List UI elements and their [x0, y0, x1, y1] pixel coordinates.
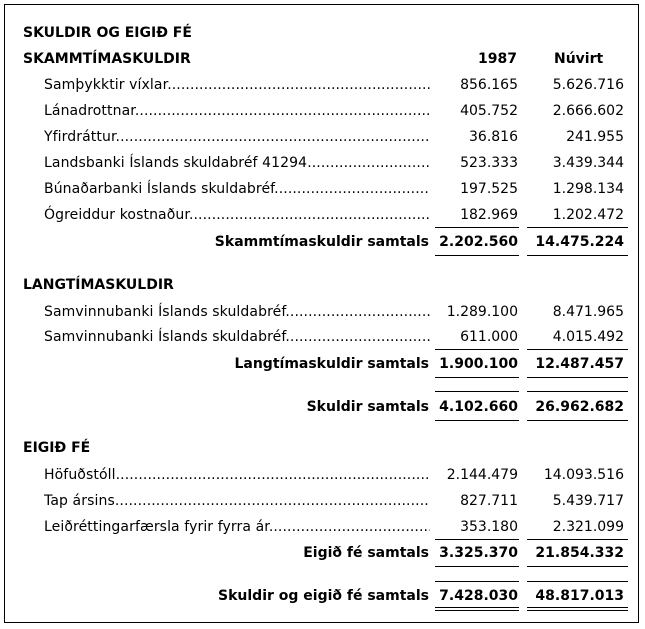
- subtotal-rule: [527, 349, 628, 350]
- value-1987: 523.333: [460, 155, 518, 171]
- value-1987: 827.711: [460, 493, 518, 509]
- row-label: Yfirdráttur .....: [44, 124, 430, 150]
- table-row: [0, 72, 645, 98]
- total-current: 48.817.013: [535, 588, 624, 604]
- subtotal-rule: [527, 391, 628, 392]
- total-label: Skuldir og eigið fé samtals: [218, 588, 429, 604]
- total-rule: [527, 607, 628, 608]
- row-label: Samvinnubanki Íslands skuldabréf .....: [44, 324, 430, 350]
- table-row: [0, 462, 645, 488]
- subtotal-rule: [435, 227, 519, 228]
- long-term-header-row: [0, 272, 645, 298]
- value-current: 5.626.716: [552, 77, 624, 93]
- value-1987: 197.525: [460, 181, 518, 197]
- equity-total-row: [0, 540, 645, 566]
- row-label: Lánadrottnar .....: [44, 98, 430, 124]
- total-rule: [527, 255, 628, 256]
- subtotal-rule: [435, 349, 519, 350]
- total-label: Langtímaskuldir samtals: [234, 356, 429, 372]
- table-row: [0, 299, 645, 325]
- short-term-total-row: [0, 229, 645, 255]
- table-row: [0, 150, 645, 176]
- debts-total-row: [0, 394, 645, 420]
- row-label: Samþykktir víxlar .....: [44, 72, 430, 98]
- long-term-heading: LANGTÍMASKULDIR: [23, 277, 174, 293]
- value-1987: 1.289.100: [446, 304, 518, 320]
- value-current: 5.439.717: [552, 493, 624, 509]
- column-current-header: Núvirt: [554, 51, 604, 67]
- value-1987: 353.180: [460, 519, 518, 535]
- table-row: [0, 176, 645, 202]
- row-label: Tap ársins .....: [44, 488, 430, 514]
- value-1987: 36.816: [469, 129, 518, 145]
- value-current: 241.955: [566, 129, 624, 145]
- row-label: Höfuðstóll .....: [44, 462, 430, 488]
- total-rule: [527, 566, 628, 567]
- table-row: [0, 124, 645, 150]
- short-term-header-row: [0, 46, 645, 72]
- total-1987: 1.900.100: [439, 356, 518, 372]
- value-1987: 405.752: [460, 103, 518, 119]
- table-row: [0, 324, 645, 350]
- value-current: 1.202.472: [552, 207, 624, 223]
- row-label: Búnaðarbanki Íslands skuldabréf .....: [44, 176, 430, 202]
- total-label: Eigið fé samtals: [303, 545, 429, 561]
- total-current: 12.487.457: [535, 356, 624, 372]
- total-label: Skuldir samtals: [306, 399, 429, 415]
- total-current: 14.475.224: [535, 234, 624, 250]
- value-current: 1.298.134: [552, 181, 624, 197]
- table-row: [0, 514, 645, 540]
- equity-heading: EIGIÐ FÉ: [23, 440, 91, 456]
- row-label: Leiðréttingarfærsla fyrir fyrra ár .....: [44, 514, 430, 540]
- subtotal-rule: [527, 581, 628, 582]
- table-row: [0, 98, 645, 124]
- column-year-header: 1987: [478, 51, 517, 67]
- value-1987: 856.165: [460, 77, 518, 93]
- total-rule: [435, 566, 519, 567]
- total-1987: 3.325.370: [439, 545, 518, 561]
- value-1987: 182.969: [460, 207, 518, 223]
- total-rule: [435, 255, 519, 256]
- total-label: Skammtímaskuldir samtals: [214, 234, 429, 250]
- value-current: 14.093.516: [543, 467, 624, 483]
- double-total-rule: [527, 610, 628, 611]
- total-rule: [435, 607, 519, 608]
- value-current: 2.321.099: [552, 519, 624, 535]
- table-row: [0, 488, 645, 514]
- total-1987: 7.428.030: [439, 588, 518, 604]
- value-current: 3.439.344: [552, 155, 624, 171]
- table-row: [0, 202, 645, 228]
- total-rule: [527, 420, 628, 421]
- document-title: SKULDIR OG EIGIÐ FÉ: [23, 25, 192, 41]
- total-1987: 2.202.560: [439, 234, 518, 250]
- grand-total-row: [0, 583, 645, 609]
- subtotal-rule: [435, 581, 519, 582]
- subtotal-rule: [527, 227, 628, 228]
- total-rule: [435, 377, 519, 378]
- short-term-heading: SKAMMTÍMASKULDIR: [23, 51, 191, 67]
- row-label: Ógreiddur kostnaður .....: [44, 202, 430, 228]
- total-1987: 4.102.660: [439, 399, 518, 415]
- total-rule: [527, 377, 628, 378]
- value-current: 4.015.492: [552, 329, 624, 345]
- value-1987: 611.000: [460, 329, 518, 345]
- subtotal-rule: [435, 391, 519, 392]
- double-total-rule: [435, 610, 519, 611]
- value-current: 2.666.602: [552, 103, 624, 119]
- equity-header-row: [0, 435, 645, 461]
- value-current: 8.471.965: [552, 304, 624, 320]
- long-term-total-row: [0, 351, 645, 377]
- value-1987: 2.144.479: [446, 467, 518, 483]
- title-row: [0, 20, 645, 46]
- total-current: 21.854.332: [535, 545, 624, 561]
- row-label: Samvinnubanki Íslands skuldabréf .....: [44, 299, 430, 325]
- total-rule: [435, 420, 519, 421]
- total-current: 26.962.682: [535, 399, 624, 415]
- row-label: Landsbanki Íslands skuldabréf 41294 .....: [44, 150, 430, 176]
